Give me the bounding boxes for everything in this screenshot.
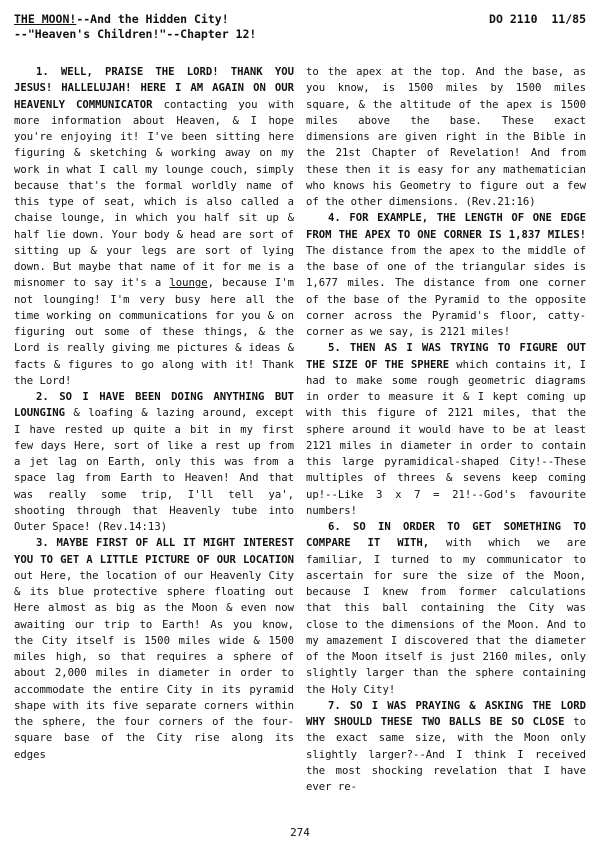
paragraph-3-lead: 3. MAYBE FIRST OF ALL IT MIGHT INTEREST YOU TO GET A LITTLE PICTURE OF OUR LOCATION (14, 537, 294, 566)
paragraph-2-lead: 2. SO I HAVE BEEN DOING ANYTHING BUT LOUNGING (14, 391, 294, 420)
paragraph-7-text: to the exact same size, with the Moon only slightly larger?--And I think I received the most shocking revelation that I have ever re- (306, 716, 586, 793)
paragraph-1 (14, 64, 294, 389)
paragraph-7-lead: 7. SO I WAS PRAYING & ASKING THE LORD WHY SHOULD THESE TWO BALLS BE SO CLOSE (306, 699, 586, 728)
paragraph-4-lead: 4. FOR EXAMPLE, THE LENGTH OF ONE EDGE FROM THE APEX TO ONE CORNER IS 1,837 MILES! (306, 212, 586, 241)
paragraph-3-text: out Here, the location of our Heavenly City & its blue protective sphere floating out Here almost as big as the Moon & even now awaiting our trip to Earth! As you know, the City itself is 1500 miles wide & 1500 miles high, so that requires a sphere of about 2,000 miles in diameter in order to accommodate the entire City in its pyramid shape with its five separate corners within the sphere, the four corners of the four-square base of the City rise along its edges (14, 569, 294, 761)
paragraph-3-continued: to the apex at the top. And the base, as you know, is 1500 miles by 1500 miles square, & the altitude of the apex is 1500 miles above the base. These exact dimensions are given right in the Bible in the 21st Chapter of Revelation! And from these then it is easy for any mathematician who knows his Geometry to figure out a few of the other dimensions. (Rev.21:16) (306, 66, 586, 208)
paragraph-2-text: & loafing & lazing around, except I have rested up quite a bit in my first few days Here, sort of like a rest up from a jet lag on Earth, only this was from a space lag from Earth to Heaven! And that was really some trip, I'll tell ya', shooting through that Heavenly tube into Outer Space! (Rev.14:13) (14, 407, 294, 533)
paragraph-5 (306, 340, 586, 519)
paragraph-1-text-b: , because I'm not lounging! I'm very busy here all the time working on communications for you & on figuring out some of these things, & the Lord is really giving me pictures & ideas & facts & figures to go along with it! Thank the Lord! (14, 277, 294, 387)
paragraph-6 (306, 519, 586, 698)
title-rest: --And the Hidden City! (76, 12, 229, 26)
paragraph-3 (14, 535, 294, 763)
title-main: THE MOON! (14, 12, 77, 26)
paragraph-2 (14, 389, 294, 535)
page-number: 274 (290, 826, 310, 839)
header-titles (14, 12, 256, 42)
page-header (14, 12, 586, 42)
paragraph-4-text: The distance from the apex to the middle of the base of one of the triangular sides is 1,677 miles. The distance from one corner of the base of the Pyramid to the opposite corner across the Pyramid's floor, catty-corner as we say, is 2121 miles! (306, 244, 586, 338)
paragraph-1-lead: 1. WELL, PRAISE THE LORD! THANK YOU JESUS! HALLELUJAH! HERE I AM AGAIN ON OUR HEAVENLY COMMUNICATOR (14, 66, 294, 111)
left-column (14, 64, 294, 795)
paragraph-5-lead: 5. THEN AS I WAS TRYING TO FIGURE OUT THE SIZE OF THE SPHERE (306, 342, 586, 371)
doc-date: 11/85 (551, 12, 586, 26)
doc-reference (489, 12, 586, 42)
paragraph-1-text-a: contacting you with more information about Heaven, & I hope you're enjoying it! I've been sitting here figuring & sketching & working away on my work in what I call my lounge couch, simply because that's the formal worldly name of this type of seat, which is also called a chaise lounge, in which you half sit up & half lie down. Your body & head are sort of sitting up & your legs are sort of lying down. But maybe that name of it for me is a misnomer to say it's a (14, 98, 294, 290)
paragraph-7 (306, 698, 586, 796)
right-column (306, 64, 586, 795)
text-columns (14, 64, 586, 795)
paragraph-6-lead: 6. SO IN ORDER TO GET SOMETHING TO COMPARE IT WITH, (306, 521, 586, 550)
title-line (14, 12, 256, 27)
paragraph-6-text: with which we are familiar, I turned to my communicator to ascertain for sure the size of the Moon, because I knew from former calculations that this ball containing the City was close to the dimensions of the Moon. And to my amazement I discovered that the diameter of the Moon itself is just 2160 miles, only slightly larger than the sphere containing the Holy City! (306, 537, 586, 696)
doc-ref-number: DO 2110 (489, 12, 538, 26)
subtitle: --"Heaven's Children!"--Chapter 12! (14, 27, 257, 41)
paragraph-1-underlined: lounge (169, 277, 208, 290)
paragraph-5-text: which contains it, I had to make some rough geometric diagrams in order to measure it & I kept coming up with this figure of 2121 miles, that the sphere around it would have to be at least 2121 miles in diameter in order to contain this large pyramidical-shaped City!--These multiples of threes & sevens keep coming up!--Like 3 x 7 = 21!--God's favourite numbers! (306, 358, 586, 517)
paragraph-4 (306, 210, 586, 340)
